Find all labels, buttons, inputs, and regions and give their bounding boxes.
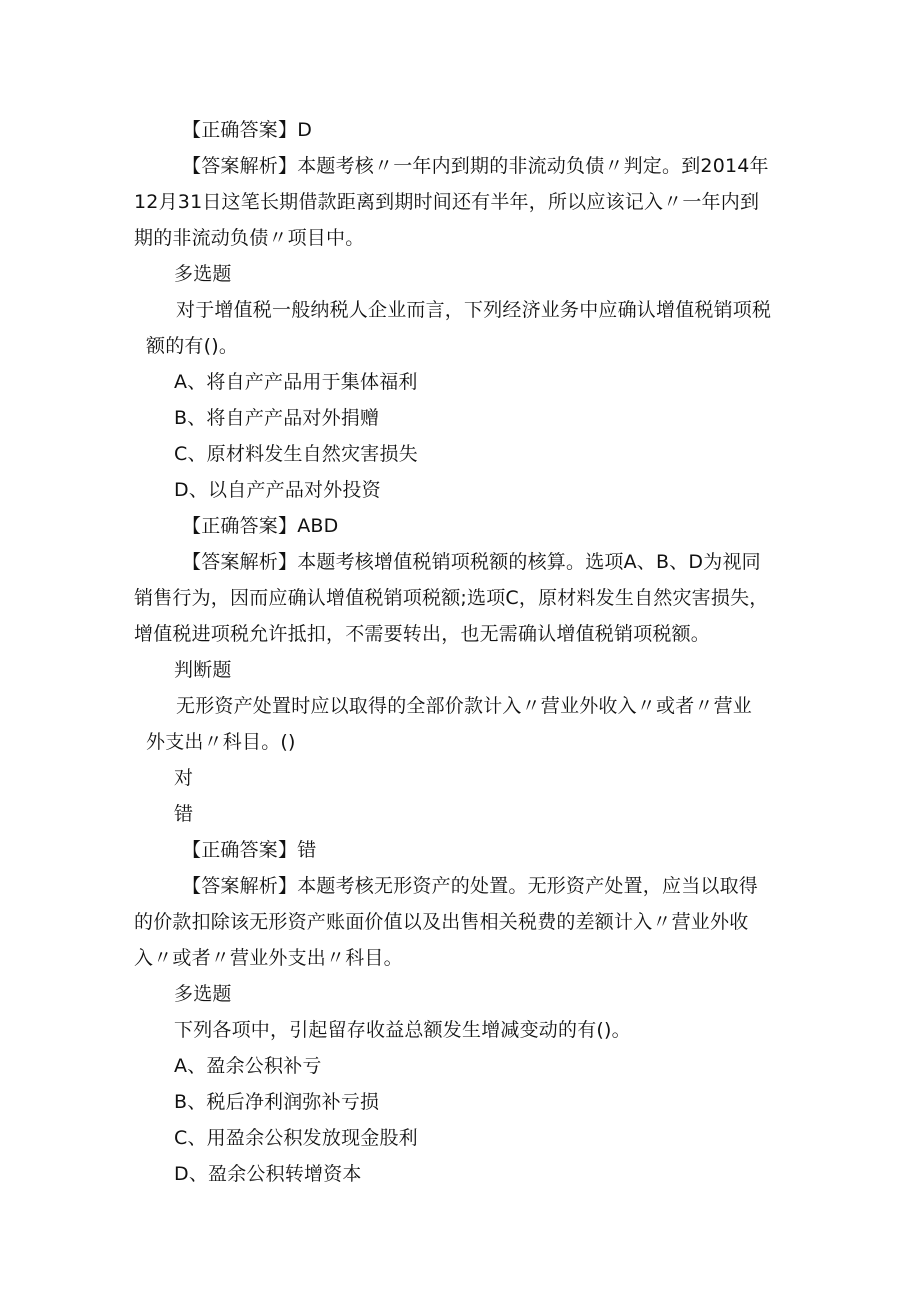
option-c: C、原材料发生自然灾害损失 xyxy=(174,443,418,465)
question-type-label: 多选题 xyxy=(174,983,232,1005)
question-type-label: 判断题 xyxy=(174,659,232,681)
analysis-line: 【答案解析】本题考核增值税销项税额的核算。选项A、B、D为视同 xyxy=(182,551,761,573)
option-true: 对 xyxy=(174,767,194,789)
answer-line: 【正确答案】错 xyxy=(182,839,317,861)
option-b: B、税后净利润弥补亏损 xyxy=(174,1091,380,1113)
question-stem: 下列各项中，引起留存收益总额发生增减变动的有()。 xyxy=(174,1019,631,1041)
analysis-line: 增值税进项税允许抵扣，不需要转出，也无需确认增值税销项税额。 xyxy=(134,623,711,645)
option-false: 错 xyxy=(174,803,194,825)
option-a: A、盈余公积补亏 xyxy=(174,1055,322,1077)
option-d: D、盈余公积转增资本 xyxy=(174,1163,362,1185)
option-d: D、以自产产品对外投资 xyxy=(174,479,381,501)
question-stem: 对于增值税一般纳税人企业而言，下列经济业务中应确认增值税销项税 xyxy=(176,299,772,321)
question-stem: 无形资产处置时应以取得的全部价款计入〃营业外收入〃或者〃营业 xyxy=(176,695,753,717)
analysis-line: 入〃或者〃营业外支出〃科目。 xyxy=(134,947,403,969)
analysis-line: 销售行为，因而应确认增值税销项税额;选项C，原材料发生自然灾害损失， xyxy=(134,587,769,609)
analysis-line: 期的非流动负债〃项目中。 xyxy=(134,227,365,249)
answer-line: 【正确答案】ABD xyxy=(182,515,339,537)
question-stem: 外支出〃科目。() xyxy=(146,731,296,753)
question-stem: 额的有()。 xyxy=(146,335,239,357)
option-a: A、将自产产品用于集体福利 xyxy=(174,371,418,393)
question-type-label: 多选题 xyxy=(174,263,232,285)
option-b: B、将自产产品对外捐赠 xyxy=(174,407,380,429)
option-c: C、用盈余公积发放现金股利 xyxy=(174,1127,418,1149)
analysis-line: 的价款扣除该无形资产账面价值以及出售相关税费的差额计入〃营业外收 xyxy=(134,911,749,933)
analysis-line: 【答案解析】本题考核〃一年内到期的非流动负债〃判定。到2014年 xyxy=(182,155,769,177)
analysis-line: 12月31日这笔长期借款距离到期时间还有半年，所以应该记入〃一年内到 xyxy=(134,191,760,213)
analysis-line: 【答案解析】本题考核无形资产的处置。无形资产处置，应当以取得 xyxy=(182,875,759,897)
answer-line: 【正确答案】D xyxy=(182,119,313,141)
